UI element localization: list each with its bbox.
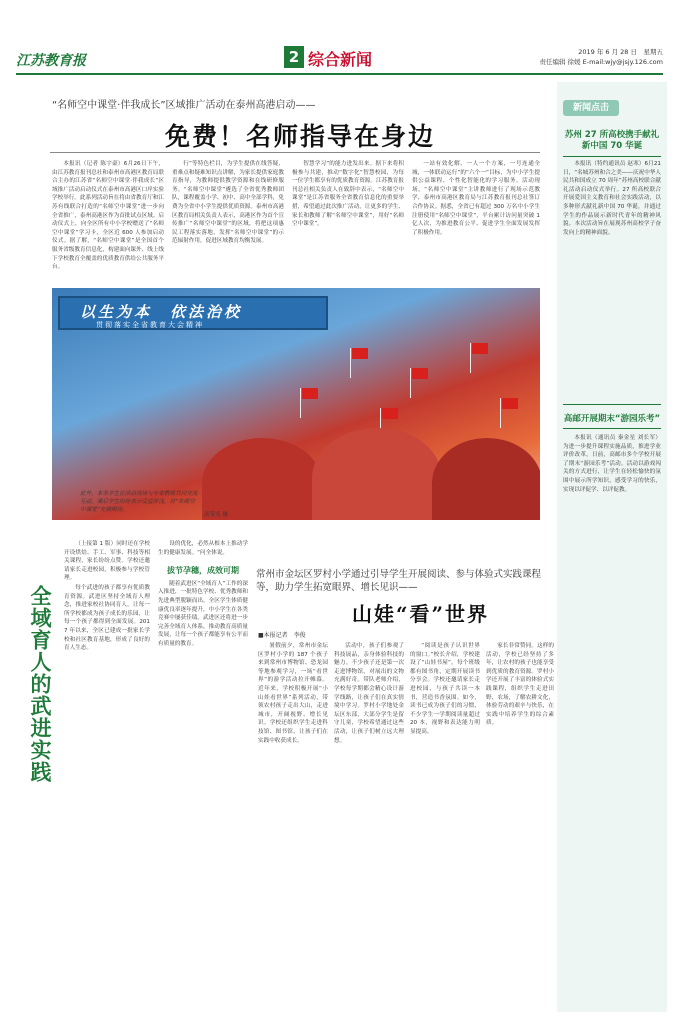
story2-column-1 [258,642,328,1014]
flag-icon [382,408,398,419]
sidebar-paragraph: 本报讯（通讯员 秦金星 刘长军）为进一步提升课程实施品质，推进学业评价改革，日前，高邮市多个学校开展了期末“游园乐考”活动。活动以游戏闯关的方式进行，让学生在轻松愉快的氛围中展示所学知识，感受学习的快乐，实现以评促学、以评促教。 [563,435,661,493]
story2-paragraph: 家长非常赞同。这样的活动，学校已经坚持了多年，让农村的孩子也能享受到优质的教育资源。罗村小学还开展了丰富的体验式实践课程，组织学生走进田野、农场，了解农耕文化，体验劳动的艰辛与快乐，在实践中培养学生的综合素质。 [486,643,554,727]
story3-subhead: 拔节孕穗，成效可期 [167,566,239,576]
story1-column-2 [172,160,284,285]
story1-column-3 [292,160,404,285]
story2-column-2 [334,642,404,1014]
editor-info: 责任编辑 徐媛 E-mail:wjy@jsjy.126.com [539,58,663,66]
story1-paragraph: 一站有效化解、一人一个方案，一号连通全城，一体联动运行”的“六个一”目标，为中小学生提供公益课程、个性化智能化的学习服务。活动现场，“名师空中课堂”主讲教师进行了现场示范教学，泰州市高港区教育局与江苏教育报刊总社签订合作协议。据悉，全省已有超过 300 万名中小学生注册使用“名师空中课堂”，平台累计访问量突破 1 亿人次，为推进教育公平、促进学生全面发展发挥了积极作用。 [412,161,540,236]
masthead-rule [16,73,663,75]
page-number-badge: 2 [284,46,304,68]
flag-icon [472,343,488,354]
flag-icon [352,348,368,359]
sidebar-item1-body [563,160,661,400]
photo-credit: 高荣光 摄 [204,512,229,518]
sidebar-rule [563,156,661,157]
story2-paragraph: 活动中，孩子们参观了科技展品，亲身体验科技的魅力。不少孩子还是第一次走进博物馆，对展出的文物充满好奇。带队老师介绍，学校每学期都会精心设计游学线路，让孩子们在真实情境中学习。罗村小学地处金坛区东部，大部分学生是留守儿童，学校希望通过这些活动，让孩子们树立远大理想。 [334,643,404,744]
story3-paragraph: 设的优化，必然从根本上推动学生的健康发展。“问全体说。 [158,541,248,556]
flag-icon [502,398,518,409]
story2-byline: ■本报记者 李俊 [258,632,306,639]
banner-slogan: 以生为本 依法治校 [80,303,243,321]
banner-subtitle: 贯彻落实全省教育大会精神 [96,321,204,329]
flag-icon [412,368,428,379]
story1-column-4 [412,160,540,285]
crowd-shape [202,438,322,520]
headline-rule [50,152,540,153]
sidebar-rule [563,404,661,405]
photo-banner [58,296,328,330]
story1-kicker: “名师空中课堂·伴我成长”区域推广活动在泰州高港启动—— [52,100,316,111]
story2-column-4 [486,642,554,1014]
crowd-shape [312,428,442,520]
story1-headline: 免费！名师指导在身边 [164,122,435,151]
story2-column-3 [410,642,480,1014]
story2-kicker: 常州市金坛区罗村小学通过引导学生开展阅读、参与体验式实践课程等，助力学生拓宽眼界、增长见识—— [256,569,542,593]
story3-paragraph: 每个武进的孩子都享有优质教育资源。武进区坚持全域育人理念，推进家校社协同育人，让每一所学校都成为孩子成长的乐园，让每一个孩子都得到全面发展。2017 年以来，全区已建成一批家长学校和社区教育基地，形成了良好的育人生态。 [64,584,150,652]
news-sidebar [557,82,667,1012]
story3-paragraph: （上接第 1 版）同时还在学校开设烘焙、手工、军事、科技等相关课程，家长纷纷点赞。学校还邀请家长走进校园，积极参与学校管理。 [64,541,150,582]
sidebar-paragraph: 本报讯（特约通讯员 赵寒）6月21日，“名城苏州和合之美——庆祝中华人民共和国成立 70 周年”苏州高校联合献礼活动启动仪式举行。27 所高校联合开展爱国主义教育和社会实践活动，以多种形式献礼新中国 70 华诞，并通过学生的作品展示新时代青年的精神风貌。本次活动旨在展现苏州高校学子奋发向上的精神面貌。 [563,161,661,236]
sidebar-rule [563,428,661,429]
story1-paragraph: 本报讯（记者 陈宇豪）6月26日下午，由江苏教育报刊总社和泰州市高港区教育局联合主办的江苏省“名师空中课堂·伴我成长”区域推广活动启动仪式在泰州市高港区口岸实验学校举行。此系列活动旨在将由省教育厅和江苏有线联合打造的“名师空中课堂”进一步向全省推广，泰州高港区作为首批试点区域。启动仪式上，向全区所有中小学校赠送了“名师空中课堂”学习卡，全区近 600 人参加启动仪式。据了解，“名师空中课堂”是全国首个服务省级教育信息化，构建面向课外、线上线下学校教育全覆盖的优质教育供给公共服务平台。 [52,161,164,271]
story2-headline: 山娃“看”世界 [352,602,490,626]
paper-name: 江苏教育报 [16,53,86,69]
issue-date: 2019 年 6 月 28 日 星期五 [578,48,663,56]
flag-icon [302,388,318,399]
story1-paragraph: 行”等特色栏目，为学生提供在线答疑、重难点和疑难知识点讲解，为家长提供家庭教育指导，为教师提供教学资源和在线研修服务。“名师空中课堂”遴选了全省优秀教师团队，课程覆盖小学、初中、高中全部学科，免费为全省中小学生提供优质资源。泰州市高港区教育局相关负责人表示，高港区作为首个宣传推广“名师空中课堂”的区域，将把这项惠民工程落实落地，发挥“名师空中课堂”的示范辐射作用，促进区域教育均衡发展。 [172,161,284,245]
story1-column-1 [52,160,164,285]
sidebar-item2-title: 高邮开展期末“游园乐考” [563,414,661,424]
story3-column-1 [64,540,150,1010]
story2-paragraph: “阅读是孩子认识世界的窗口。”校长介绍，学校建设了“山娃书屋”，每个班级都有图书角，定期开展读书分享会。学校还邀请家长走进校园，与孩子共读一本书，营造书香氛围。如今，读书已成为孩子们的习惯，不少学生一学期阅读量超过 20 本，视野和表达能力明显提高。 [410,643,480,735]
sidebar-header: 新闻点击 [563,100,619,116]
sidebar-item1-title: 苏州 27 所高校携手献礼新中国 70 华诞 [564,130,660,151]
masthead [16,46,663,72]
story2-paragraph: 暑假前夕，常州市金坛区罗村小学的 187 个孩子来到常州市博物馆、恐龙园等地参观学习，一场“看世界”的游学活动拉开帷幕。近年来，学校积极开展“小山娃看世界”系列活动，带领农村孩子走出大山，走进城市，开阔视野、增长见识。学校还组织学生走进科技馆、图书馆，让孩子们在实践中收获成长。 [258,643,328,744]
crowd-shape [432,438,540,520]
story3-column-2 [158,540,248,1010]
story1-paragraph: 智慧学习”的能力进发出来。据下来将积极参与共建，推动“数字化”智慧校园，为每一位学生都享有的优质教育资源。江苏教育报刊总社相关负责人在致辞中表示，“名师空中课堂”是江苏省服务全省教育信息化的重要举措，希望通过此次推广活动，让更多的学生、家长和教师了解“名师空中课堂”，用好“名师空中课堂”。 [292,161,404,228]
event-photo [52,288,540,520]
section-title: 综合新闻 [308,50,373,69]
sidebar-item2-body [563,434,661,614]
story3-paragraph: 随着武进区“全域育人”工作的深入推进，一批特色学校、优秀教师和先进典型脱颖而出。全区学生体质健康优良率逐年提升，中小学生在各类竞赛中屡获佳绩。武进区还将进一步完善全域育人体系，推动教育高质量发展，让每一个孩子都能享有公平而有质量的教育。 [158,580,248,647]
story3-vertical-headline: 全域育人的武进实践 [28,585,53,783]
photo-caption: 此外，本条学生在活动现场与专家教师共同交流互动，课后学生纷纷表示受益匪浅，对“名师空中课堂”充满期待。 [80,491,198,513]
